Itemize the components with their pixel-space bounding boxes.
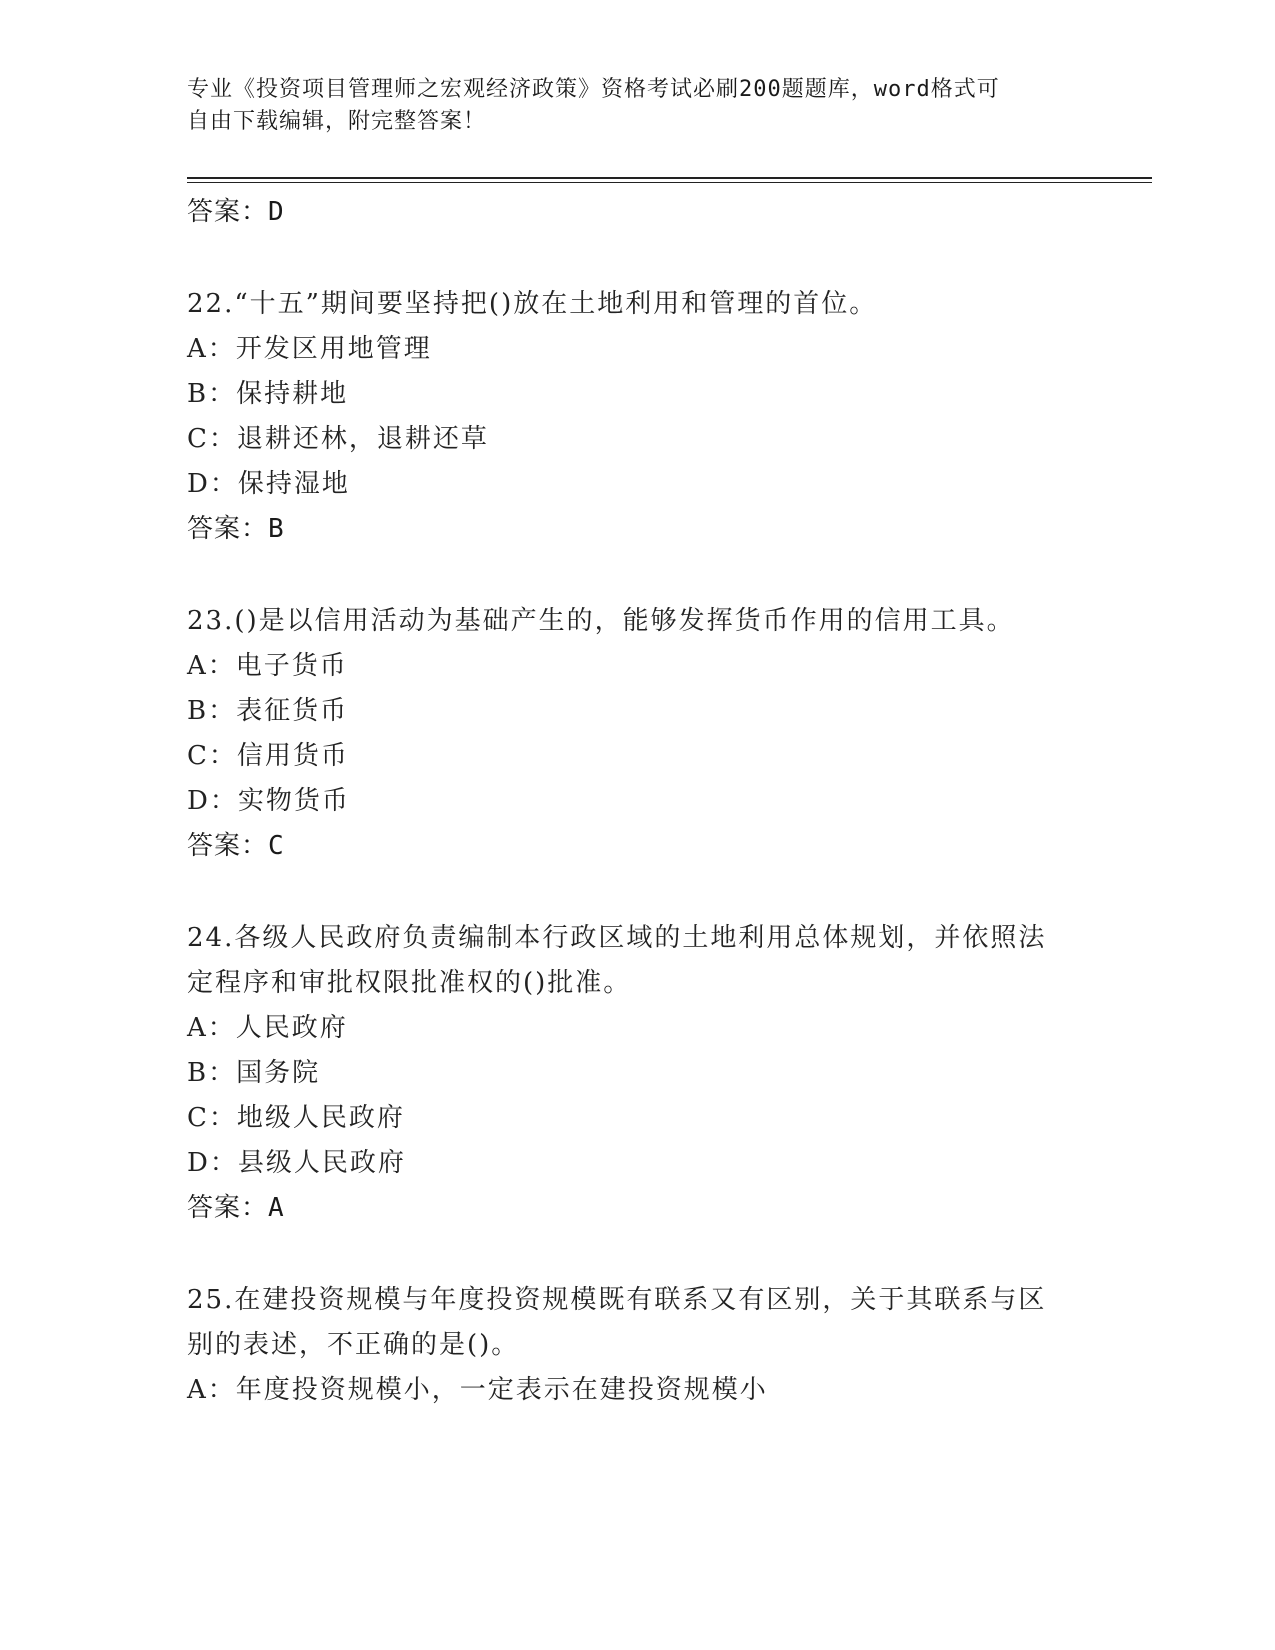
question-block: [187, 282, 1087, 552]
question-block: [187, 916, 1087, 1231]
option-a: A：人民政府: [187, 1013, 348, 1043]
answer-line: 答案：D: [187, 197, 285, 227]
option-b: B：保持耕地: [187, 379, 349, 409]
option-b: B：表征货币: [187, 696, 349, 726]
question-block: [187, 1278, 1087, 1413]
header-divider-thin: [187, 182, 1152, 183]
question-text: 22.“十五”期间要坚持把()放在土地利用和管理的首位。: [187, 289, 878, 319]
question-list: [187, 190, 1087, 1413]
question-text-line-1: 24.各级人民政府负责编制本行政区域的土地利用总体规划，并依照法: [187, 923, 1047, 953]
option-d: D：实物货币: [187, 786, 350, 816]
option-a: A：开发区用地管理: [187, 334, 432, 364]
header-line-1: 专业《投资项目管理师之宏观经济政策》资格考试必刷200题题库，word格式可: [187, 77, 1000, 102]
option-d: D：保持湿地: [187, 469, 350, 499]
question-block: [187, 599, 1087, 869]
spacer: [187, 1231, 1087, 1278]
option-c: C：信用货币: [187, 741, 349, 771]
answer-line: 答案：B: [187, 514, 285, 544]
spacer: [187, 235, 1087, 282]
spacer: [187, 552, 1087, 599]
question-text-line-2: 定程序和审批权限批准权的()批准。: [187, 968, 632, 998]
option-b: B：国务院: [187, 1058, 321, 1088]
page-header: [187, 74, 1067, 138]
header-line-2: 自由下载编辑，附完整答案！: [187, 109, 487, 134]
question-text-line-2: 别的表述，不正确的是()。: [187, 1330, 520, 1360]
header-divider-thick: [187, 177, 1152, 179]
answer-line: 答案：A: [187, 1193, 285, 1223]
question-text: 23.()是以信用活动为基础产生的，能够发挥货币作用的信用工具。: [187, 606, 1015, 636]
option-a: A：电子货币: [187, 651, 348, 681]
option-c: C：退耕还林，退耕还草: [187, 424, 489, 454]
spacer: [187, 869, 1087, 916]
answer-line: 答案：C: [187, 831, 285, 861]
question-text-line-1: 25.在建投资规模与年度投资规模既有联系又有区别，关于其联系与区: [187, 1285, 1047, 1315]
option-a: A：年度投资规模小，一定表示在建投资规模小: [187, 1375, 768, 1405]
option-c: C：地级人民政府: [187, 1103, 405, 1133]
option-d: D：县级人民政府: [187, 1148, 406, 1178]
